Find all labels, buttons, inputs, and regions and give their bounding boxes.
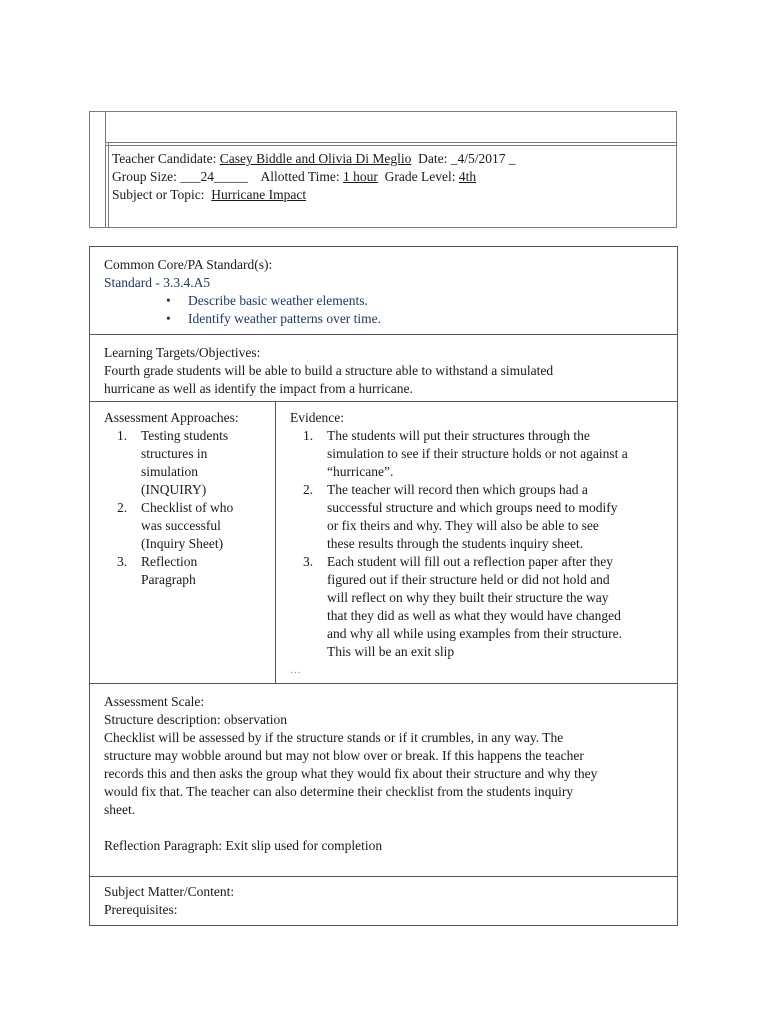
date-value: _4/5/2017 _ (450, 151, 516, 166)
subject-label: Subject or Topic: (112, 187, 212, 202)
item-line: Testing students (141, 428, 229, 443)
standards-list (104, 292, 665, 328)
objectives-line: hurricane as well as identify the impact from a hurricane. (104, 381, 413, 396)
list-item (104, 427, 239, 499)
standards-section (90, 247, 677, 335)
list-item (104, 310, 665, 328)
item-line: was successful (141, 518, 221, 533)
teacher-line (112, 150, 516, 168)
header-left-border-inner (108, 142, 109, 227)
approaches-list (104, 427, 239, 589)
item-line: that they did as well as what they would have changed (327, 608, 621, 623)
group-line (112, 168, 516, 186)
evidence-list (290, 427, 628, 661)
subject-matter-heading: Subject Matter/Content: (104, 884, 235, 899)
objectives-section (90, 335, 677, 402)
item-line: structures in (141, 446, 208, 461)
item-line: simulation (141, 464, 198, 479)
teacher-label: Teacher Candidate: (112, 151, 220, 166)
group-label: Group Size: (112, 169, 181, 184)
standards-heading: Common Core/PA Standard(s): (104, 257, 273, 272)
evidence-heading: Evidence: (290, 410, 344, 425)
evidence-cell (276, 402, 677, 683)
objectives-heading: Learning Targets/Objectives: (104, 345, 261, 360)
time-value: 1 hour (343, 169, 378, 184)
scale-paragraph-line: records this and then asks the group what they would fix about their structure and why they (104, 766, 598, 781)
item-line: and why all while using examples from their structure. (327, 626, 623, 641)
item-line: Checklist of who (141, 500, 234, 515)
item-number: 3. (303, 554, 314, 569)
item-number: 3. (117, 554, 128, 569)
list-item (290, 427, 628, 481)
lesson-plan-table (89, 246, 678, 926)
subject-value: Hurricane Impact (211, 187, 307, 202)
time-label: Allotted Time: (247, 169, 344, 184)
item-line: This will be an exit slip (327, 644, 455, 659)
teacher-value: Casey Biddle and Olivia Di Meglio (219, 151, 412, 166)
item-line: “hurricane”. (327, 464, 394, 479)
header-row-divider (105, 142, 676, 143)
item-line: (INQUIRY) (141, 482, 207, 497)
list-item (104, 292, 665, 310)
list-item (290, 481, 628, 553)
scale-paragraph-line: would fix that. The teacher can also determine their checklist from the students inquiry (104, 784, 574, 799)
item-line: Reflection (141, 554, 198, 569)
date-label: Date: (411, 151, 451, 166)
item-line: simulation to see if their structure holds or not against a (327, 446, 628, 461)
item-number: 2. (117, 500, 128, 515)
item-number: 1. (117, 428, 128, 443)
scale-section (90, 684, 677, 877)
approaches-cell (90, 402, 276, 683)
bullet-icon: • (166, 293, 171, 308)
subject-line (112, 186, 516, 204)
grade-label: Grade Level: (377, 169, 459, 184)
item-line: Each student will fill out a reflection paper after they (327, 554, 614, 569)
objectives-line: Fourth grade students will be able to build a structure able to withstand a simulated (104, 363, 554, 378)
item-number: 2. (303, 482, 314, 497)
scale-paragraph-line: sheet. (104, 802, 136, 817)
scale-paragraph-line: structure may wobble around but may not blow over or break. If this happens the teacher (104, 748, 584, 763)
scale-paragraph-line: Checklist will be assessed by if the structure stands or if it crumbles, in any way. The (104, 730, 564, 745)
group-value: ___24_____ (180, 169, 248, 184)
header-info (112, 150, 516, 204)
standard-code: Standard - 3.3.4.A5 (104, 275, 211, 290)
bullet-text: Describe basic weather elements. (188, 293, 368, 308)
item-line: these results through the students inquiry sheet. (327, 536, 584, 551)
list-item (290, 553, 628, 661)
item-line: will reflect on why they built their structure the way (327, 590, 609, 605)
item-line: successful structure and which groups need to modify (327, 500, 618, 515)
item-line: The teacher will record then which groups had a (327, 482, 588, 497)
reflection-line: Reflection Paragraph: Exit slip used for completion (104, 838, 383, 853)
item-line: figured out if their structure held or did not hold and (327, 572, 610, 587)
list-item (104, 553, 239, 589)
header-table (89, 111, 677, 228)
header-row-divider-inner (105, 145, 676, 146)
scale-description: Structure description: observation (104, 712, 287, 727)
bullet-icon: • (166, 311, 171, 326)
prerequisites-label: Prerequisites: (104, 902, 178, 917)
item-line: or fix theirs and why. They will also be able to see (327, 518, 599, 533)
bullet-text: Identify weather patterns over time. (188, 311, 382, 326)
ellipsis-text: … (290, 664, 301, 676)
approaches-heading: Assessment Approaches: (104, 410, 239, 425)
list-item (104, 499, 239, 553)
item-line: The students will put their structures through the (327, 428, 590, 443)
subject-matter-section (90, 877, 677, 925)
grade-value: 4th (458, 169, 477, 184)
item-line: Paragraph (141, 572, 196, 587)
header-left-border (105, 112, 106, 227)
item-number: 1. (303, 428, 314, 443)
scale-heading: Assessment Scale: (104, 694, 205, 709)
assessment-section (90, 402, 677, 684)
item-line: (Inquiry Sheet) (141, 536, 224, 551)
